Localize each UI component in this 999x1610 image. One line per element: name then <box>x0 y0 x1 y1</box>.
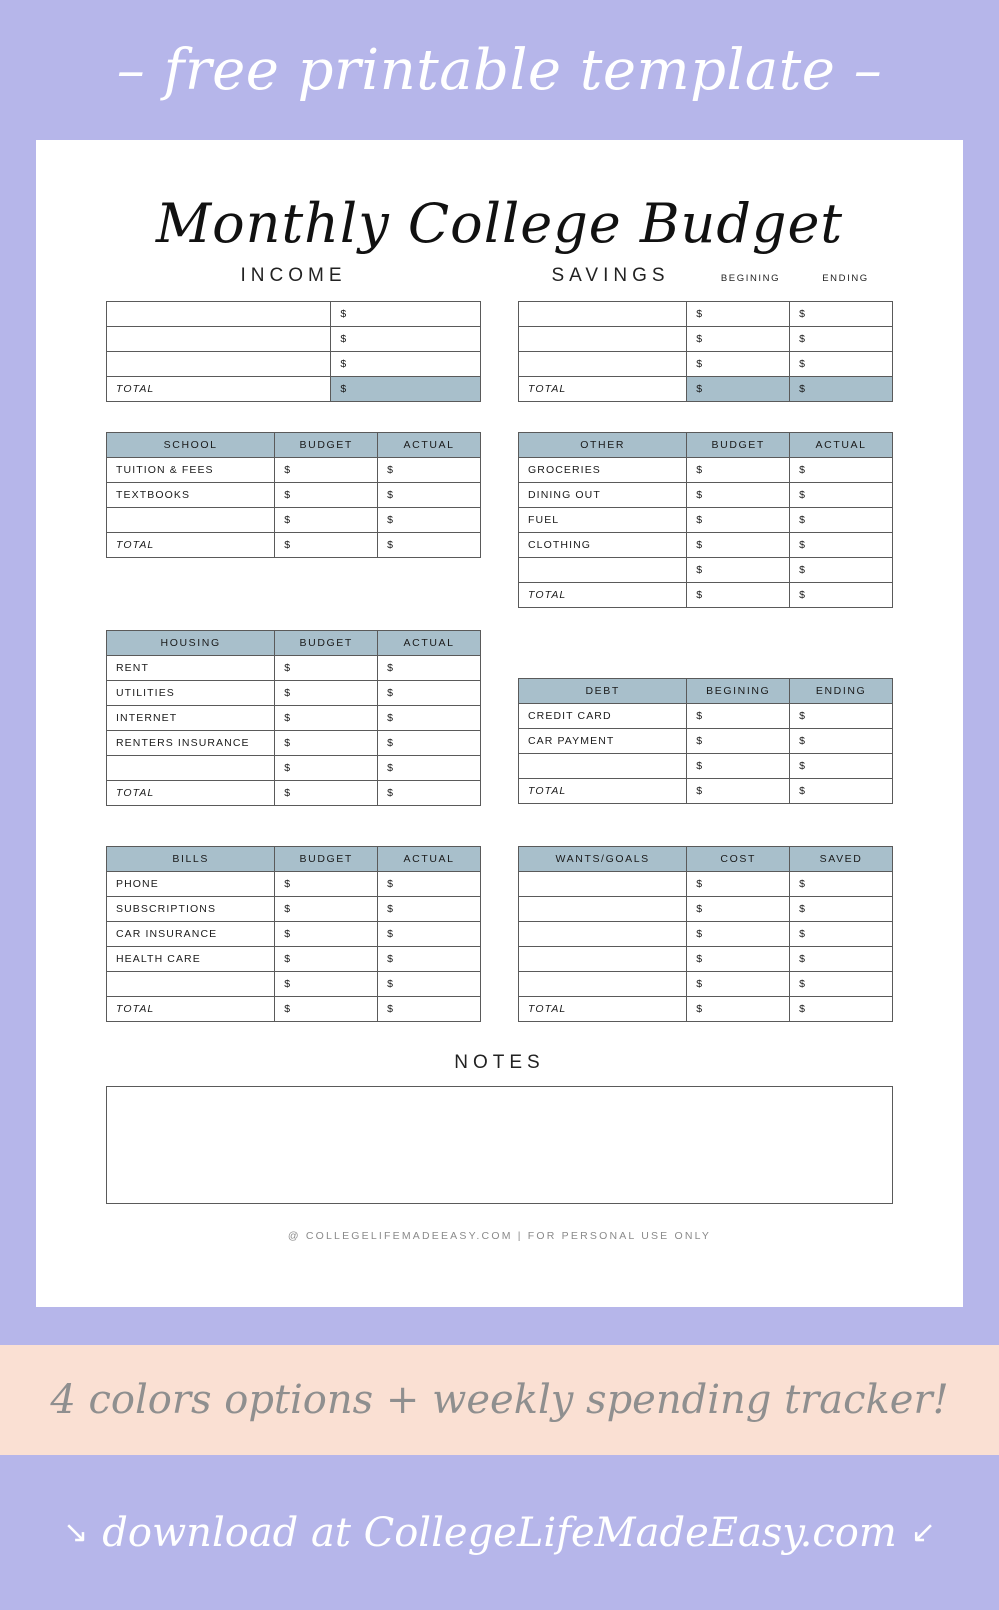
table-row[interactable] <box>107 483 481 508</box>
savings-table-wrap <box>518 301 893 402</box>
other-item-4[interactable]: CLOTHING <box>519 533 687 558</box>
bills-actual-2[interactable]: $ <box>378 897 481 922</box>
table-row[interactable] <box>519 533 893 558</box>
other-actual-5[interactable]: $ <box>790 558 893 583</box>
middle-banner <box>0 1345 999 1455</box>
income-table-wrap <box>106 301 481 402</box>
wants-total-label: TOTAL <box>519 997 687 1022</box>
bills-actual-4[interactable]: $ <box>378 947 481 972</box>
school-item-3[interactable] <box>107 508 275 533</box>
bills-actual-5[interactable]: $ <box>378 972 481 997</box>
other-header-budget: BUDGET <box>687 433 790 458</box>
bills-table-wrap <box>106 846 481 1022</box>
wants-total-cost[interactable]: $ <box>687 997 790 1022</box>
other-budget-1[interactable]: $ <box>687 458 790 483</box>
debt-begin-3[interactable]: $ <box>687 754 790 779</box>
table-row[interactable] <box>519 327 893 352</box>
table-row[interactable] <box>519 947 893 972</box>
wants-item-5[interactable] <box>519 972 687 997</box>
table-row[interactable] <box>519 729 893 754</box>
table-header-row <box>519 847 893 872</box>
table-row[interactable] <box>519 558 893 583</box>
other-item-2[interactable]: DINING OUT <box>519 483 687 508</box>
housing-total-label: TOTAL <box>107 781 275 806</box>
school-table-wrap <box>106 432 481 558</box>
savings-begin-2[interactable]: $ <box>687 327 790 352</box>
table-header-row <box>519 679 893 704</box>
savings-end-1[interactable]: $ <box>790 302 893 327</box>
housing-header-budget: BUDGET <box>275 631 378 656</box>
housing-item-3[interactable]: INTERNET <box>107 706 275 731</box>
debt-total-end[interactable]: $ <box>790 779 893 804</box>
debt-table <box>518 678 893 804</box>
housing-table <box>106 630 481 806</box>
housing-actual-3[interactable]: $ <box>378 706 481 731</box>
wants-saved-1[interactable]: $ <box>790 872 893 897</box>
table-row[interactable] <box>107 922 481 947</box>
school-total-label: TOTAL <box>107 533 275 558</box>
wants-cost-4[interactable]: $ <box>687 947 790 972</box>
bills-budget-4[interactable]: $ <box>275 947 378 972</box>
school-table <box>106 432 481 558</box>
bills-item-5[interactable] <box>107 972 275 997</box>
table-row[interactable] <box>107 352 481 377</box>
savings-end-2[interactable]: $ <box>790 327 893 352</box>
table-row-total <box>107 781 481 806</box>
savings-label-2[interactable] <box>519 327 687 352</box>
other-budget-4[interactable]: $ <box>687 533 790 558</box>
wants-header-category: WANTS/GOALS <box>519 847 687 872</box>
table-row[interactable] <box>519 508 893 533</box>
wants-header-saved: SAVED <box>790 847 893 872</box>
school-total-actual[interactable]: $ <box>378 533 481 558</box>
notes-section <box>36 1052 963 1242</box>
income-source-3[interactable] <box>107 352 331 377</box>
other-actual-1[interactable]: $ <box>790 458 893 483</box>
savings-begin-1[interactable]: $ <box>687 302 790 327</box>
housing-actual-4[interactable]: $ <box>378 731 481 756</box>
other-actual-2[interactable]: $ <box>790 483 893 508</box>
income-savings-row <box>36 301 963 402</box>
other-total-budget[interactable]: $ <box>687 583 790 608</box>
wants-item-3[interactable] <box>519 922 687 947</box>
other-header-actual: ACTUAL <box>790 433 893 458</box>
wants-saved-4[interactable]: $ <box>790 947 893 972</box>
housing-budget-5[interactable]: $ <box>275 756 378 781</box>
table-row-total <box>519 779 893 804</box>
bills-item-3[interactable]: CAR INSURANCE <box>107 922 275 947</box>
income-amount-2[interactable]: $ <box>331 327 481 352</box>
bills-header-budget: BUDGET <box>275 847 378 872</box>
table-row[interactable] <box>107 731 481 756</box>
wants-table-wrap <box>518 846 893 1022</box>
other-total-actual[interactable]: $ <box>790 583 893 608</box>
housing-item-4[interactable]: RENTERS INSURANCE <box>107 731 275 756</box>
sheet-footer: @ COLLEGELIFEMADEEASY.COM | FOR PERSONAL USE ONLY <box>287 1230 712 1242</box>
savings-label-1[interactable] <box>519 302 687 327</box>
bills-actual-1[interactable]: $ <box>378 872 481 897</box>
table-row[interactable] <box>519 922 893 947</box>
bills-wants-row <box>36 846 963 1022</box>
savings-total-label: TOTAL <box>519 377 687 402</box>
savings-end-3[interactable]: $ <box>790 352 893 377</box>
table-row[interactable] <box>107 756 481 781</box>
housing-budget-4[interactable]: $ <box>275 731 378 756</box>
top-banner-text: – free printable template – <box>116 37 883 103</box>
other-table <box>518 432 893 608</box>
debt-item-3[interactable] <box>519 754 687 779</box>
table-row[interactable] <box>107 327 481 352</box>
school-header-category: SCHOOL <box>107 433 275 458</box>
arrow-down-right-icon: ↘ <box>63 1516 89 1549</box>
debt-header-category: DEBT <box>519 679 687 704</box>
wants-item-4[interactable] <box>519 947 687 972</box>
debt-begin-2[interactable]: $ <box>687 729 790 754</box>
bills-item-2[interactable]: SUBSCRIPTIONS <box>107 897 275 922</box>
income-source-1[interactable] <box>107 302 331 327</box>
table-row-total <box>107 997 481 1022</box>
housing-budget-1[interactable]: $ <box>275 656 378 681</box>
wants-total-saved[interactable]: $ <box>790 997 893 1022</box>
other-total-label: TOTAL <box>519 583 687 608</box>
debt-header-end: ENDING <box>790 679 893 704</box>
arrow-down-left-icon: ↙ <box>910 1516 936 1549</box>
housing-item-2[interactable]: UTILITIES <box>107 681 275 706</box>
income-header-col <box>106 265 481 287</box>
school-header-budget: BUDGET <box>275 433 378 458</box>
bills-budget-1[interactable]: $ <box>275 872 378 897</box>
table-row-total <box>107 533 481 558</box>
bills-total-label: TOTAL <box>107 997 275 1022</box>
debt-table-wrap <box>518 630 893 804</box>
table-row[interactable] <box>519 754 893 779</box>
wants-header-cost: COST <box>687 847 790 872</box>
wants-item-1[interactable] <box>519 872 687 897</box>
table-row[interactable] <box>107 972 481 997</box>
table-row[interactable] <box>519 302 893 327</box>
bills-budget-5[interactable]: $ <box>275 972 378 997</box>
table-header-row <box>107 433 481 458</box>
table-row[interactable] <box>519 352 893 377</box>
school-budget-3[interactable]: $ <box>275 508 378 533</box>
wants-item-2[interactable] <box>519 897 687 922</box>
debt-header-begin: BEGINING <box>687 679 790 704</box>
table-row[interactable] <box>107 872 481 897</box>
debt-end-3[interactable]: $ <box>790 754 893 779</box>
table-row[interactable] <box>519 872 893 897</box>
other-actual-3[interactable]: $ <box>790 508 893 533</box>
school-budget-2[interactable]: $ <box>275 483 378 508</box>
income-total-amount[interactable]: $ <box>331 377 481 402</box>
savings-begin-label: BEGINING <box>720 273 781 284</box>
table-row-total <box>519 997 893 1022</box>
school-item-1[interactable]: TUITION & FEES <box>107 458 275 483</box>
bottom-banner <box>0 1455 999 1610</box>
bills-budget-2[interactable]: $ <box>275 897 378 922</box>
housing-table-wrap <box>106 630 481 806</box>
wants-goals-table <box>518 846 893 1022</box>
income-title: INCOME <box>240 265 347 286</box>
school-item-2[interactable]: TEXTBOOKS <box>107 483 275 508</box>
bottom-banner-text[interactable]: download at CollegeLifeMadeEasy.com <box>102 1509 897 1556</box>
bills-item-4[interactable]: HEALTH CARE <box>107 947 275 972</box>
budget-sheet <box>36 140 963 1307</box>
debt-begin-1[interactable]: $ <box>687 704 790 729</box>
table-row[interactable] <box>519 458 893 483</box>
other-budget-3[interactable]: $ <box>687 508 790 533</box>
other-item-5[interactable] <box>519 558 687 583</box>
wants-cost-1[interactable]: $ <box>687 872 790 897</box>
other-header-category: OTHER <box>519 433 687 458</box>
housing-header-category: HOUSING <box>107 631 275 656</box>
income-amount-1[interactable]: $ <box>331 302 481 327</box>
other-item-1[interactable]: GROCERIES <box>519 458 687 483</box>
table-row[interactable] <box>107 302 481 327</box>
bills-budget-3[interactable]: $ <box>275 922 378 947</box>
income-source-2[interactable] <box>107 327 331 352</box>
wants-saved-3[interactable]: $ <box>790 922 893 947</box>
top-section-headers <box>36 265 963 287</box>
bills-total-budget[interactable]: $ <box>275 997 378 1022</box>
school-actual-1[interactable]: $ <box>378 458 481 483</box>
top-banner <box>0 0 999 140</box>
table-row[interactable] <box>519 704 893 729</box>
housing-budget-2[interactable]: $ <box>275 681 378 706</box>
debt-item-2[interactable]: CAR PAYMENT <box>519 729 687 754</box>
housing-item-1[interactable]: RENT <box>107 656 275 681</box>
savings-total-end[interactable]: $ <box>790 377 893 402</box>
table-row[interactable] <box>107 897 481 922</box>
table-row[interactable] <box>519 897 893 922</box>
table-row[interactable] <box>107 458 481 483</box>
other-budget-2[interactable]: $ <box>687 483 790 508</box>
table-row[interactable] <box>107 681 481 706</box>
table-row-total <box>107 377 481 402</box>
table-row[interactable] <box>107 706 481 731</box>
wants-saved-2[interactable]: $ <box>790 897 893 922</box>
school-actual-3[interactable]: $ <box>378 508 481 533</box>
page-title: Monthly College Budget <box>155 192 844 255</box>
bills-header-category: BILLS <box>107 847 275 872</box>
school-header-actual: ACTUAL <box>378 433 481 458</box>
housing-debt-row <box>36 630 963 806</box>
table-header-row <box>107 631 481 656</box>
savings-total-begin[interactable]: $ <box>687 377 790 402</box>
income-table <box>106 301 481 402</box>
housing-actual-1[interactable]: $ <box>378 656 481 681</box>
school-budget-1[interactable]: $ <box>275 458 378 483</box>
housing-header-actual: ACTUAL <box>378 631 481 656</box>
housing-total-budget[interactable]: $ <box>275 781 378 806</box>
debt-total-begin[interactable]: $ <box>687 779 790 804</box>
debt-item-1[interactable]: CREDIT CARD <box>519 704 687 729</box>
income-total-label: TOTAL <box>107 377 331 402</box>
debt-total-label: TOTAL <box>519 779 687 804</box>
bills-header-actual: ACTUAL <box>378 847 481 872</box>
school-total-budget[interactable]: $ <box>275 533 378 558</box>
bills-item-1[interactable]: PHONE <box>107 872 275 897</box>
table-header-row <box>519 433 893 458</box>
school-other-row <box>36 432 963 608</box>
table-row[interactable] <box>519 483 893 508</box>
savings-begin-3[interactable]: $ <box>687 352 790 377</box>
wants-cost-2[interactable]: $ <box>687 897 790 922</box>
housing-item-5[interactable] <box>107 756 275 781</box>
table-row-total <box>519 583 893 608</box>
debt-end-2[interactable]: $ <box>790 729 893 754</box>
bills-total-actual[interactable]: $ <box>378 997 481 1022</box>
wants-cost-5[interactable]: $ <box>687 972 790 997</box>
table-row[interactable] <box>107 656 481 681</box>
savings-label-3[interactable] <box>519 352 687 377</box>
middle-banner-text: 4 colors options + weekly spending tracker! <box>50 1377 949 1423</box>
wants-cost-3[interactable]: $ <box>687 922 790 947</box>
other-table-wrap <box>518 432 893 608</box>
notes-input[interactable] <box>106 1086 893 1204</box>
housing-budget-3[interactable]: $ <box>275 706 378 731</box>
other-item-3[interactable]: FUEL <box>519 508 687 533</box>
savings-title: SAVINGS <box>551 265 670 286</box>
savings-end-label: ENDING <box>822 273 869 284</box>
other-budget-5[interactable]: $ <box>687 558 790 583</box>
bills-table <box>106 846 481 1022</box>
notes-title: NOTES <box>454 1052 545 1073</box>
housing-total-actual[interactable]: $ <box>378 781 481 806</box>
savings-header-col <box>518 265 893 287</box>
other-actual-4[interactable]: $ <box>790 533 893 558</box>
savings-table <box>518 301 893 402</box>
table-row-total <box>519 377 893 402</box>
debt-end-1[interactable]: $ <box>790 704 893 729</box>
housing-actual-2[interactable]: $ <box>378 681 481 706</box>
housing-actual-5[interactable]: $ <box>378 756 481 781</box>
table-row[interactable] <box>107 947 481 972</box>
wants-saved-5[interactable]: $ <box>790 972 893 997</box>
school-actual-2[interactable]: $ <box>378 483 481 508</box>
income-amount-3[interactable]: $ <box>331 352 481 377</box>
table-header-row <box>107 847 481 872</box>
table-row[interactable] <box>107 508 481 533</box>
table-row[interactable] <box>519 972 893 997</box>
bills-actual-3[interactable]: $ <box>378 922 481 947</box>
